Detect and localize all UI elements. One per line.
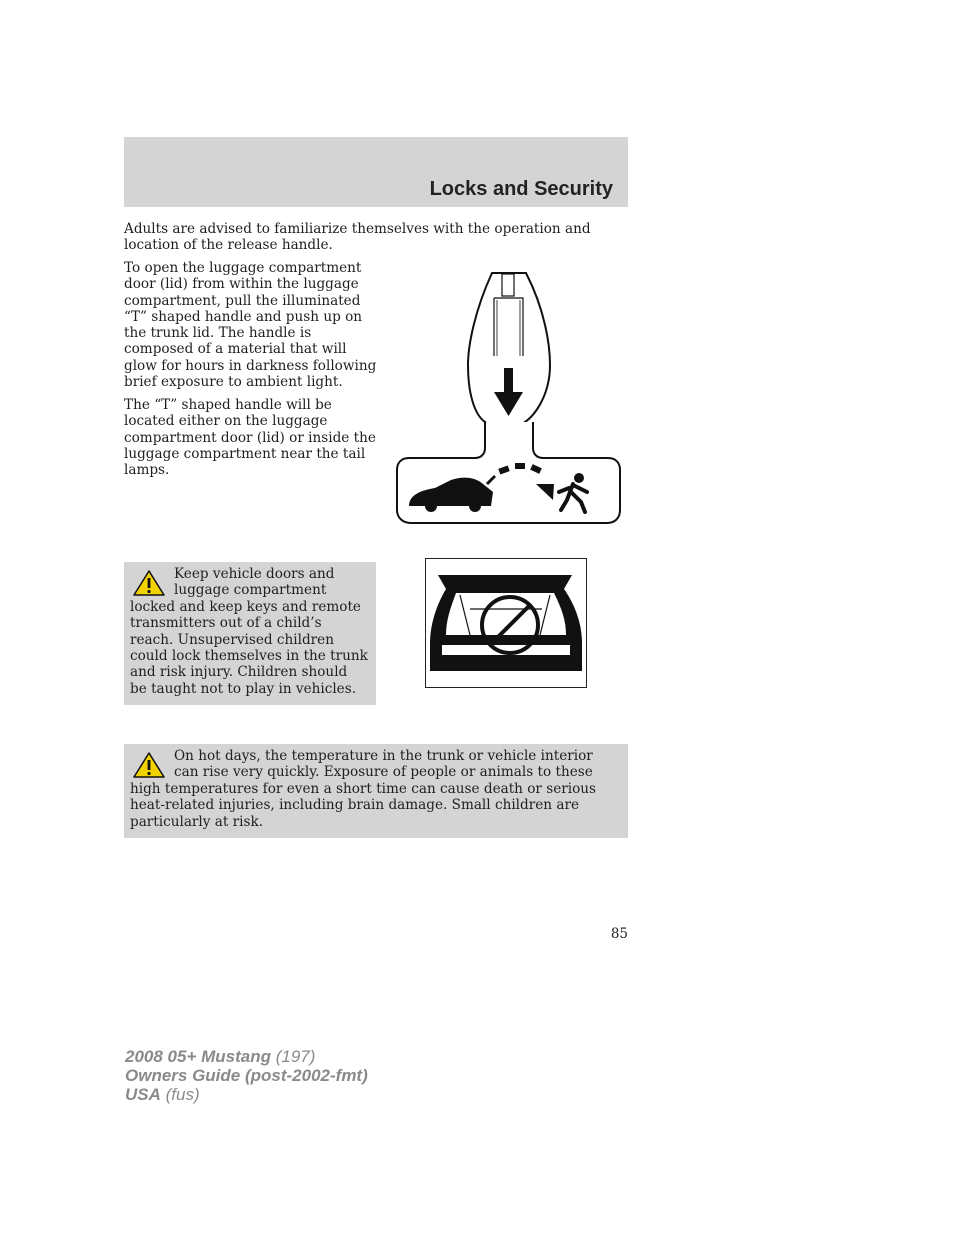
open-trunk-prohibited-graphic xyxy=(426,559,586,687)
trunk-no-entry-illustration xyxy=(425,558,587,688)
document-footer xyxy=(125,1047,368,1104)
heat-warning-text: On hot days, the temperature in the trunk or vehicle interior can rise very quickly. Exposure of people or animals to these high temperatures for even a short time can cause death or serious heat-related injuries, including brain damage. Small children are particularly at risk. xyxy=(130,748,597,830)
footer-market-code: (fus) xyxy=(165,1085,200,1104)
handle-location-paragraph: The “T” shaped handle will be located either on the luggage compartment door (lid) or inside the luggage compartment near the tail lamps. xyxy=(124,397,376,479)
footer-guide-name: Owners Guide (post-2002-fmt) xyxy=(125,1066,368,1085)
section-header-band xyxy=(124,137,628,207)
intro-paragraph: Adults are advised to familiarize themselves with the operation and location of the release handle. xyxy=(124,221,591,254)
open-instructions-paragraph: To open the luggage compartment door (lid) from within the luggage compartment, pull the illuminated “T” shaped handle and push up on the trunk lid. The handle is composed of a material that will glow for hours in darkness following brief exposure to ambient light. xyxy=(124,260,377,391)
heat-warning-box xyxy=(124,744,628,838)
footer-market: USA xyxy=(125,1085,161,1104)
warning-triangle-icon xyxy=(132,751,166,779)
footer-model-code: (197) xyxy=(275,1047,316,1066)
page-number: 85 xyxy=(610,926,628,942)
child-safety-warning-text: Keep vehicle doors and luggage compartment locked and keep keys and remote transmitters out of a child’s reach. Unsupervised children could lock themselves in the trunk and risk injury. Children should be taught not to play in vehicles. xyxy=(130,566,368,697)
section-title: Locks and Security xyxy=(429,178,613,200)
footer-model: 2008 05+ Mustang xyxy=(125,1047,271,1066)
warning-triangle-icon xyxy=(132,569,166,597)
child-safety-warning-box xyxy=(124,562,376,705)
trunk-release-handle-illustration xyxy=(395,270,623,526)
